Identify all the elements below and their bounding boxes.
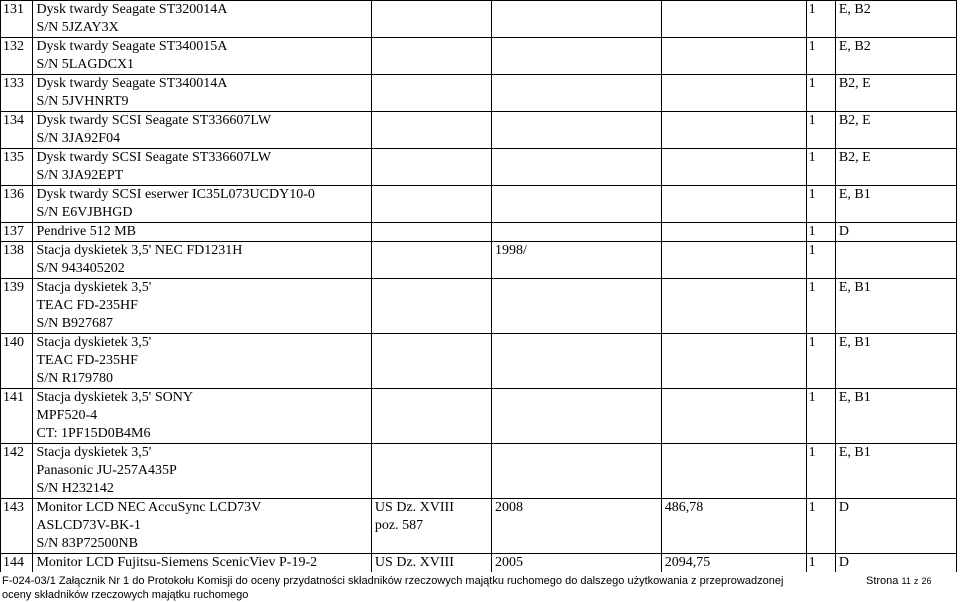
value-cell (661, 389, 806, 444)
item-name-line: TEAC FD-235HF (36, 353, 138, 368)
row-number-text: 133 (3, 76, 24, 91)
value-cell (661, 186, 806, 223)
quantity-text: 1 (808, 335, 816, 350)
quantity-cell (806, 279, 835, 334)
item-name-line: Stacja dyskietek 3,5' SONY (36, 390, 193, 405)
document-ref-cell (371, 242, 491, 279)
document-ref-line: US Dz. XVIII (374, 500, 454, 515)
condition-cell (835, 38, 956, 75)
item-name-cell (33, 554, 371, 573)
quantity-cell (806, 389, 835, 444)
quantity-cell (806, 499, 835, 554)
quantity-text: 1 (808, 2, 816, 17)
quantity-cell (806, 242, 835, 279)
value-text: 2094,75 (664, 555, 711, 570)
document-ref-cell (371, 186, 491, 223)
page-label: Strona (866, 575, 899, 587)
document-ref-cell (371, 223, 491, 242)
quantity-text: 1 (808, 113, 816, 128)
item-name-line: Dysk twardy SCSI Seagate ST336607LW (36, 113, 272, 128)
item-name-line: S/N 5JVHNRT9 (36, 94, 129, 109)
condition-text: E, B1 (838, 280, 871, 295)
table-row (1, 389, 957, 444)
condition-text: B2, E (838, 113, 871, 128)
row-number-cell (1, 444, 33, 499)
value-cell (661, 75, 806, 112)
year-cell (491, 554, 661, 573)
condition-cell (835, 389, 956, 444)
row-number-text: 134 (3, 113, 24, 128)
condition-text: E, B1 (838, 335, 871, 350)
item-name-line: Monitor LCD NEC AccuSync LCD73V (36, 500, 262, 515)
year-cell (491, 223, 661, 242)
year-text: 2008 (494, 500, 523, 515)
condition-cell (835, 242, 956, 279)
value-cell (661, 149, 806, 186)
document-ref-cell (371, 149, 491, 186)
footer-text: F-024-03/1 Załącznik Nr 1 do Protokołu Komisji do oceny przydatności składników rzeczowych majątku ruchomego do dalszego użytkowania z przeprowadzonej oceny składników rzeczowych majątku ruchomego (2, 575, 784, 601)
item-name-line: Dysk twardy Seagate ST320014A (36, 2, 228, 17)
item-name-line: CT: 1PF15D0B4M6 (36, 426, 151, 441)
row-number-text: 137 (3, 224, 24, 239)
condition-text: B2, E (838, 76, 871, 91)
document-ref-cell (371, 38, 491, 75)
document-ref-cell (371, 75, 491, 112)
year-cell (491, 279, 661, 334)
item-name-cell (33, 499, 371, 554)
row-number-cell (1, 279, 33, 334)
item-name-line: Stacja dyskietek 3,5' (36, 280, 152, 295)
row-number-cell (1, 334, 33, 389)
value-cell (661, 223, 806, 242)
value-cell (661, 279, 806, 334)
value-cell (661, 242, 806, 279)
condition-text: E, B2 (838, 2, 871, 17)
quantity-text: 1 (808, 243, 816, 258)
quantity-cell (806, 554, 835, 573)
year-cell (491, 499, 661, 554)
item-name-cell (33, 223, 371, 242)
item-name-cell (33, 334, 371, 389)
quantity-text: 1 (808, 500, 816, 515)
year-cell (491, 38, 661, 75)
condition-cell (835, 75, 956, 112)
quantity-text: 1 (808, 224, 816, 239)
condition-cell (835, 279, 956, 334)
value-cell (661, 444, 806, 499)
row-number-cell (1, 186, 33, 223)
year-cell (491, 242, 661, 279)
inventory-table-body (1, 1, 957, 573)
document-ref-cell (371, 334, 491, 389)
document-ref-cell (371, 279, 491, 334)
table-row (1, 242, 957, 279)
document-ref-cell (371, 444, 491, 499)
row-number-text: 139 (3, 280, 24, 295)
condition-text: E, B2 (838, 39, 871, 54)
item-name-line: S/N R179780 (36, 371, 114, 386)
item-name-cell (33, 444, 371, 499)
row-number-text: 140 (3, 335, 24, 350)
row-number-text: 142 (3, 445, 24, 460)
row-number-text: 138 (3, 243, 24, 258)
item-name-line: S/N H232142 (36, 481, 114, 496)
condition-cell (835, 499, 956, 554)
table-row (1, 112, 957, 149)
item-name-line: Dysk twardy SCSI eserwer IC35L073UCDY10-0 (36, 187, 315, 202)
year-cell (491, 1, 661, 38)
quantity-text: 1 (808, 76, 816, 91)
table-row (1, 186, 957, 223)
page-footer (0, 572, 960, 602)
year-text: 1998/ (494, 243, 527, 258)
quantity-cell (806, 223, 835, 242)
quantity-text: 1 (808, 280, 816, 295)
condition-cell (835, 554, 956, 573)
table-row (1, 149, 957, 186)
table-row (1, 444, 957, 499)
condition-cell (835, 223, 956, 242)
condition-text: E, B1 (838, 445, 871, 460)
year-cell (491, 149, 661, 186)
page-of: z (913, 576, 919, 586)
table-row (1, 554, 957, 573)
condition-text: E, B1 (838, 390, 871, 405)
page-indicator (866, 574, 931, 588)
row-number-cell (1, 242, 33, 279)
quantity-cell (806, 75, 835, 112)
row-number-text: 135 (3, 150, 24, 165)
condition-text: B2, E (838, 150, 871, 165)
document-ref-line: poz. 587 (374, 518, 424, 533)
quantity-text: 1 (808, 555, 816, 570)
row-number-text: 143 (3, 500, 24, 515)
row-number-text: 136 (3, 187, 24, 202)
quantity-cell (806, 186, 835, 223)
value-cell (661, 554, 806, 573)
item-name-line: ASLCD73V-BK-1 (36, 518, 141, 533)
item-name-line: Stacja dyskietek 3,5' NEC FD1231H (36, 243, 243, 258)
quantity-cell (806, 1, 835, 38)
item-name-line: Panasonic JU-257A435P (36, 463, 177, 478)
row-number-cell (1, 75, 33, 112)
value-cell (661, 499, 806, 554)
row-number-cell (1, 38, 33, 75)
table-row (1, 279, 957, 334)
condition-cell (835, 444, 956, 499)
table-row (1, 1, 957, 38)
item-name-line: S/N 5JZAY3X (36, 20, 119, 35)
quantity-cell (806, 149, 835, 186)
quantity-text: 1 (808, 150, 816, 165)
table-row (1, 499, 957, 554)
table-row (1, 223, 957, 242)
item-name-cell (33, 186, 371, 223)
row-number-cell (1, 499, 33, 554)
condition-cell (835, 112, 956, 149)
condition-cell (835, 149, 956, 186)
item-name-cell (33, 149, 371, 186)
item-name-line: S/N B927687 (36, 316, 114, 331)
value-cell (661, 1, 806, 38)
document-ref-cell (371, 112, 491, 149)
row-number-text: 131 (3, 2, 24, 17)
item-name-line: Monitor LCD Fujitsu-Siemens ScenicViev P-19-2 (36, 555, 318, 570)
year-cell (491, 186, 661, 223)
page-number: 11 (901, 576, 911, 586)
document-ref-line: US Dz. XVIII (374, 555, 454, 570)
row-number-cell (1, 223, 33, 242)
quantity-cell (806, 112, 835, 149)
item-name-cell (33, 279, 371, 334)
item-name-line: Dysk twardy Seagate ST340015A (36, 39, 228, 54)
row-number-cell (1, 149, 33, 186)
item-name-line: S/N 83P72500NB (36, 536, 138, 551)
item-name-cell (33, 38, 371, 75)
row-number-text: 141 (3, 390, 24, 405)
year-cell (491, 75, 661, 112)
item-name-line: Stacja dyskietek 3,5' (36, 445, 152, 460)
condition-cell (835, 186, 956, 223)
condition-text: D (838, 555, 849, 570)
value-cell (661, 112, 806, 149)
quantity-cell (806, 334, 835, 389)
quantity-text: 1 (808, 445, 816, 460)
quantity-text: 1 (808, 187, 816, 202)
value-text: 486,78 (664, 500, 704, 515)
document-ref-cell (371, 499, 491, 554)
item-name-cell (33, 112, 371, 149)
year-text: 2005 (494, 555, 523, 570)
document-ref-cell (371, 554, 491, 573)
item-name-line: MPF520-4 (36, 408, 98, 423)
item-name-cell (33, 389, 371, 444)
row-number-text: 144 (3, 555, 24, 570)
row-number-cell (1, 112, 33, 149)
quantity-cell (806, 444, 835, 499)
year-cell (491, 389, 661, 444)
table-row (1, 334, 957, 389)
item-name-cell (33, 1, 371, 38)
item-name-cell (33, 242, 371, 279)
table-row (1, 38, 957, 75)
condition-text: E, B1 (838, 187, 871, 202)
year-cell (491, 444, 661, 499)
item-name-line: S/N 3JA92F04 (36, 131, 121, 146)
item-name-line: Dysk twardy SCSI Seagate ST336607LW (36, 150, 272, 165)
row-number-cell (1, 389, 33, 444)
item-name-line: TEAC FD-235HF (36, 298, 138, 313)
item-name-line: S/N 943405202 (36, 261, 125, 276)
document-ref-cell (371, 1, 491, 38)
condition-text: D (838, 224, 849, 239)
table-row (1, 75, 957, 112)
row-number-cell (1, 554, 33, 573)
condition-text: D (838, 500, 849, 515)
quantity-text: 1 (808, 39, 816, 54)
row-number-text: 132 (3, 39, 24, 54)
item-name-line: S/N 5LAGDCX1 (36, 57, 135, 72)
item-name-line: Stacja dyskietek 3,5' (36, 335, 152, 350)
value-cell (661, 334, 806, 389)
item-name-line: Dysk twardy Seagate ST340014A (36, 76, 228, 91)
item-name-cell (33, 75, 371, 112)
year-cell (491, 334, 661, 389)
item-name-line: S/N E6VJBHGD (36, 205, 133, 220)
condition-cell (835, 1, 956, 38)
item-name-line: Pendrive 512 MB (36, 224, 136, 239)
page-total: 26 (921, 576, 932, 586)
quantity-text: 1 (808, 390, 816, 405)
value-cell (661, 38, 806, 75)
year-cell (491, 112, 661, 149)
quantity-cell (806, 38, 835, 75)
document-ref-cell (371, 389, 491, 444)
condition-cell (835, 334, 956, 389)
row-number-cell (1, 1, 33, 38)
item-name-line: S/N 3JA92EPT (36, 168, 124, 183)
